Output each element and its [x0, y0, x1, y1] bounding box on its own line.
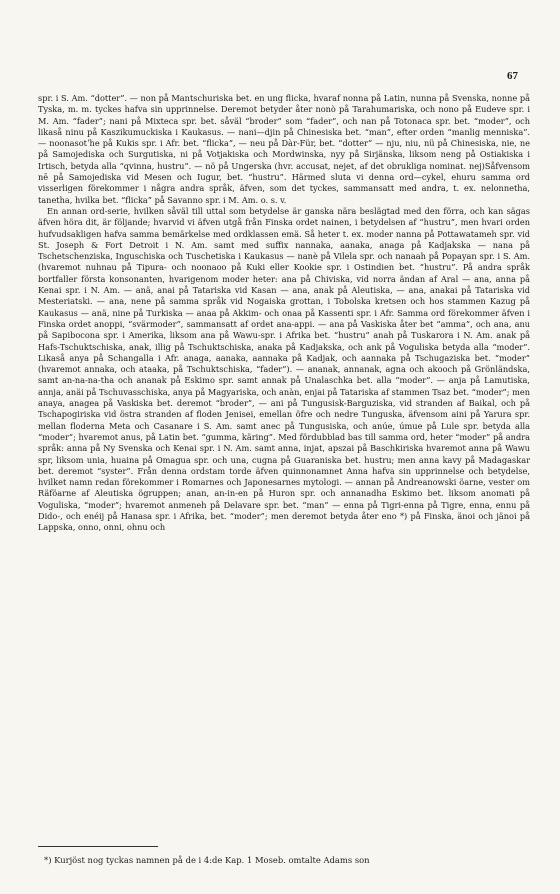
footnote-divider [38, 846, 158, 847]
paragraph-2: En annan ord-serie, hvilken såväl till uttal som betydelse är ganska nära beslägtad med den förra, och kan sägas äfven höra dit, är följande; hvarvid vi äfven utgå från Finska ordet nainen, i betydelsen af “hustru”, men hvari orden hufvudsakligen hafva samma bemärkelse med ordklassen emä. Så heter t. ex. moder nanna på Pottawatameh spr. vid St. Joseph & Fort Detroit i N. Am. samt med suffix nannaka, aanaka, anaga på Kadjakska — nana på Tschetschenziska, Inguschiska och Tuschetiska i Kaukasus — nanè på Vilela spr. och nanaah på Popayan spr. i S. Am. (hvaremot nuhnau på Tipurа- och noonaoo på Kuki eller Kookie spr. i Ostindien bet. “hustru”. På andra språk bortfaller första konsonanten, hvarigenom moder heter: ana på Chiviska, vid norra ändan af Aral — ana, anna på Kenai spr. i N. Am. — anä, anai på Tatariska vid Kasan — ana, anak på Aleutiska, — ana, anakai på Tatariska vid Mesteriatski. — ana, nene på samma språk vid Nogaiska grottan, i Tobolska kretsen och hos stammen Kazug på Kaukasus — anä, nine på Turkiska — anaa på Akkim- och onaa på Kassenti spr. i Afr. Samma ord förekommer äfven i Finska ordet anoppi, “svärmoder”, sammansatt af ordet ana-appi. — ana på Vaskiska åter bet “amma”, och ana, anu på Sapibocona spr. i Amerika, liksom ana på Wawu-spr. i Afrika bet. “hustru” anah på Tuskarora i N. Am. anak på Hafs-Tschuktschiska, anak, illig på Tschuktschiska, anaka på Kadjakska, och ank på Voguliska betyda alla “moder”. Likaså anya på Schangalla i Afr. anaga, aanaka, aannaka på Kadjak, och aannaka på Tschugaziska bet. “moder” (hvaremot annaka, och ataaka, på Tschuktschiska, “fader”). — ananak, annanak, agna och akooch på Grönländska, samt an-na-na-tha och ananak på Eskimo spr. samt annak på Unalaschka bet. alla “moder”. — anja på Lamutiska, annja, anäi på Tschuvasschiska, anya på Magyariska, och anàn, enjai på Tatariska af stammen Tsaz bet. “moder”; men anaya, anagea på Vaskiska bet. deremot “broder”, — ani på Tungusisk-Barguziska, vid stranden af Baikal, och på Tschapogiriska vid östra stranden af floden Jenisei, emellan öfre och nedre Tunguska, äfvensom aini på Yarura spr. mellan floderna Meta och Casanare i S. Am. samt anec på Tungusiska, och anúe, úmue på Lule spr. betyda alla “moder”; hvaremot anus, på Latin bet. “gumma, käring”. Med fördubblad bas till samma ord, heter “moder” på andra språk: anna på Ny Svenska och Kenai spr. i N. Am. samt anna, injat, apszai på Baschkiriska hvaremot anna på Wawu spr, liksom unia, huaina på Omagua spr. och una, cugna på Guaraniska bet. hustru; men anna kavy på Madagaskar bet. deremot “syster”. Från denna ordstam torde äfven quinnonamnet Anna hafva sin upprinnelse och betydelse, hvilket namn redan förekommer i Romarnes och Japonesarnes mytologi. — annan på Andreanowski öarne, vester om Räföarne af Aleutiska ögruppen; anan, an-in-en på Huron spr. och annanadha Eskimo bet. liksom anomati på Voguliska, “moder”; hvaremot anmeneh på Delavare spr. bet. “man” — enna på Tigri-enna på Tigre, enna, ennu på Dido-, och enéij på Hanasa spr. i Afrika, bet. “moder”; men deremot betyda åter eno *) på Finska, änoi och jänoi på Lappska, onno, onni, ohnu och [38, 205, 530, 533]
page-number: 67 [507, 70, 518, 82]
paragraph-1: spr. i S. Am. “dotter”. — non på Mantschuriska bet. en ung flicka, hvaraf nonna på Latin, nunna på Svenska, nonne på Tyska, m. m. tyckes hafva sin upprinnelse. Deremot betyder åter nonò på Tarahumariska, och nono på Eudeve spr. i M. Am. “fader”; nani på Mixteca spr. bet. såväl “broder” som “fader”, och nan på Totonaca spr. bet. “moder”, och likaså ninu på Kaszikumuckiska i Kaukasus. — nani—djin på Chinesiska bet. “man”, efter orden “manlig menniska”. — noonasotʼhe på Kukis spr. i Afr. bet. “flicka”, — neu på Dàr-Für, bet. “dotter” — nju, niu, nü på Chinesiska, nie, ne på Samojediska och Surgutiska, ni på Votjakiska och Mordwinska, nyy på Sirjänska, liksom neng på Ostiakiska i Irtisch, betyda alla “qvinna, hustru”. — nö på Ungerska (hvr. accusat, nejet, af det obrukliga nominat. nej)Såfvensom nē på Samojediska vid Mesen och Iugur, bet. “hustru”. Härmed sluta vi denna ord—cykel, ehuru samma ord visserligen förekommer i några andra språk, äfven, som det tyckes, sammansatt med andra, t. ex. nelonnetha, tanetha, hvilka bet. “flicka” på Savanno spr. i M. Am. o. s. v. [38, 93, 530, 205]
footnote: *) Kurjöst nog tyckas namnen på de i 4:de Kap. 1 Moseb. omtalte Adams son [44, 855, 370, 865]
body-text [38, 93, 530, 534]
